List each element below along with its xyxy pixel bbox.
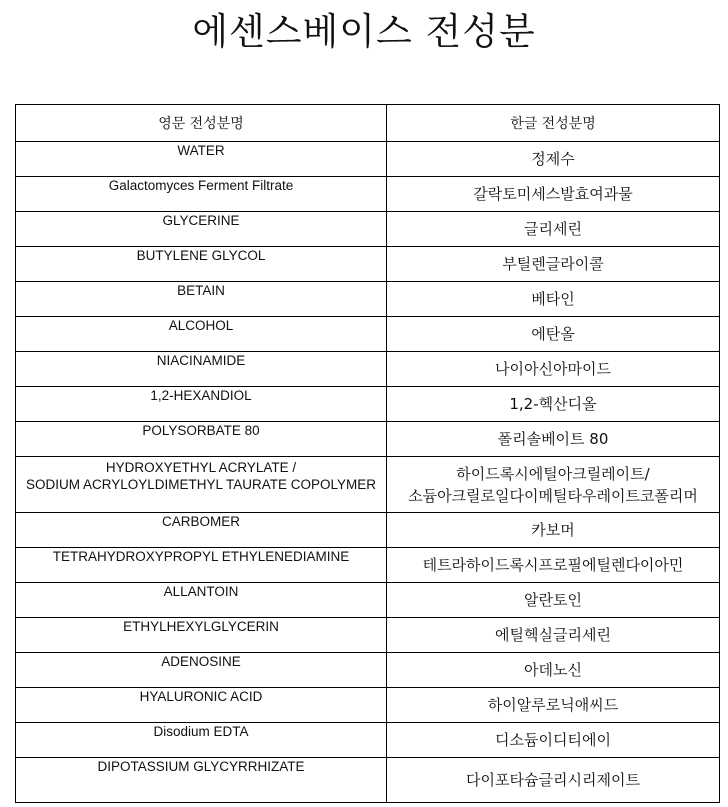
- korean-name-cell: 아데노신: [387, 653, 720, 688]
- table-row: [16, 212, 720, 247]
- table-row: [16, 723, 720, 758]
- korean-name-cell: 폴리솔베이트 80: [387, 422, 720, 457]
- korean-name-cell: 카보머: [387, 513, 720, 548]
- korean-name-cell: 나이아신아마이드: [387, 352, 720, 387]
- english-name-cell: ALLANTOIN: [16, 583, 387, 618]
- korean-name-cell: 에틸헥실글리세린: [387, 618, 720, 653]
- korean-name-cell: 부틸렌글라이콜: [387, 247, 720, 282]
- english-name-cell: CARBOMER: [16, 513, 387, 548]
- english-name-cell: DIPOTASSIUM GLYCYRRHIZATE: [16, 758, 387, 803]
- table-row: [16, 583, 720, 618]
- english-name-cell: TETRAHYDROXYPROPYL ETHYLENEDIAMINE: [16, 548, 387, 583]
- table-row: [16, 513, 720, 548]
- english-name-cell: ALCOHOL: [16, 317, 387, 352]
- korean-name-cell: 정제수: [387, 142, 720, 177]
- korean-name-cell: 글리세린: [387, 212, 720, 247]
- korean-name-cell: 에탄올: [387, 317, 720, 352]
- english-name-line: SODIUM ACRYLOYLDIMETHYL TAURATE COPOLYMER: [25, 477, 377, 492]
- english-name-cell: GLYCERINE: [16, 212, 387, 247]
- english-name-cell: HYALURONIC ACID: [16, 688, 387, 723]
- table-row: [16, 653, 720, 688]
- ingredient-table: [15, 104, 720, 803]
- header-korean-name: 한글 전성분명: [387, 105, 720, 142]
- korean-name-cell: 알란토인: [387, 583, 720, 618]
- korean-name-cell: [387, 457, 720, 513]
- english-name-cell: ADENOSINE: [16, 653, 387, 688]
- table-row: [16, 282, 720, 317]
- korean-name-cell: 베타인: [387, 282, 720, 317]
- table-row: [16, 247, 720, 282]
- table-row: [16, 548, 720, 583]
- korean-name-line: 소듐아크릴로일다이메틸타우레이트코폴리머: [408, 486, 698, 505]
- header-row: [16, 105, 720, 142]
- english-name-cell: Disodium EDTA: [16, 723, 387, 758]
- english-name-cell: ETHYLHEXYLGLYCERIN: [16, 618, 387, 653]
- english-name-cell: BUTYLENE GLYCOL: [16, 247, 387, 282]
- korean-name-cell: 1,2-헥산디올: [387, 387, 720, 422]
- english-name-cell: Galactomyces Ferment Filtrate: [16, 177, 387, 212]
- english-name-cell: [16, 457, 387, 513]
- english-name-cell: 1,2-HEXANDIOL: [16, 387, 387, 422]
- header-english-name: 영문 전성분명: [16, 105, 387, 142]
- english-name-cell: BETAIN: [16, 282, 387, 317]
- table-row: [16, 177, 720, 212]
- english-name-cell: POLYSORBATE 80: [16, 422, 387, 457]
- table-row: [16, 457, 720, 513]
- english-name-line: HYDROXYETHYL ACRYLATE /: [105, 460, 297, 475]
- korean-name-cell: 다이포타슘글리시리제이트: [387, 758, 720, 803]
- korean-name-cell: 테트라하이드록시프로필에틸렌다이아민: [387, 548, 720, 583]
- korean-name-line: 하이드록시에틸아크릴레이트/: [456, 464, 650, 483]
- korean-name-cell: 디소듐이디티에이: [387, 723, 720, 758]
- table-row: [16, 387, 720, 422]
- english-name-cell: WATER: [16, 142, 387, 177]
- table-row: [16, 758, 720, 803]
- page-title: 에센스베이스 전성분: [192, 10, 536, 53]
- table-row: [16, 618, 720, 653]
- table-row: [16, 317, 720, 352]
- table-row: [16, 352, 720, 387]
- table-row: [16, 422, 720, 457]
- korean-name-cell: 하이알루로닉애씨드: [387, 688, 720, 723]
- table-row: [16, 688, 720, 723]
- korean-name-cell: 갈락토미세스발효여과물: [387, 177, 720, 212]
- table-row: [16, 142, 720, 177]
- english-name-cell: NIACINAMIDE: [16, 352, 387, 387]
